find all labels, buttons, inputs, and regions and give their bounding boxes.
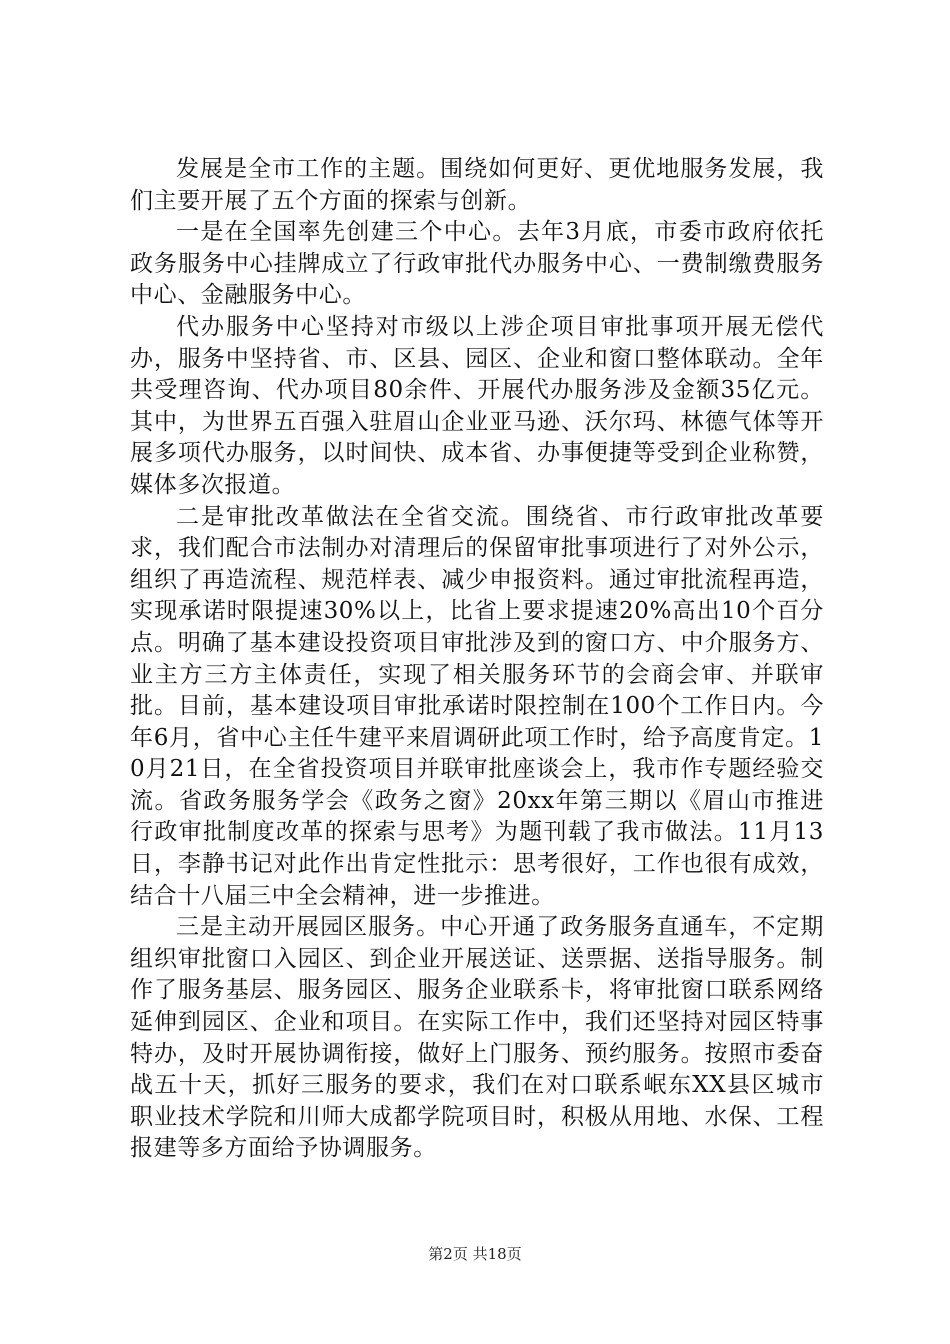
paragraph-three-centers: 一是在全国率先创建三个中心。去年3月底，市委市政府依托政务服务中心挂牌成立了行政审批代办服务中心、一费制缴费服务中心、金融服务中心。 (130, 219, 824, 309)
page-footer: 第2页 共18页 (428, 1245, 522, 1263)
document-body (130, 154, 824, 1165)
paragraph-intro: 发展是全市工作的主题。围绕如何更好、更优地服务发展，我们主要开展了五个方面的探索与创新。 (130, 156, 824, 214)
paragraph-agency-service: 代办服务中心坚持对市级以上涉企项目审批事项开展无偿代办，服务中坚持省、市、区县、园区、企业和窗口整体联动。全年共受理咨询、代办项目80余件、开展代办服务涉及金额35亿元。其中，为世界五百强入驻眉山企业亚马逊、沃尔玛、林德气体等开展多项代办服务，以时间快、成本省、办事便捷等受到企业称赞，媒体多次报道。 (130, 313, 824, 498)
paragraph-park-service: 三是主动开展园区服务。中心开通了政务服务直通车，不定期组织审批窗口入园区、到企业开展送证、送票据、送指导服务。制作了服务基层、服务园区、服务企业联系卡，将审批窗口联系网络延伸到园区、企业和项目。在实际工作中，我们还坚持对园区特事特办，及时开展协调衔接，做好上门服务、预约服务。按照市委奋战五十天，抓好三服务的要求，我们在对口联系岷东XX县区城市职业技术学院和川师大成都学院项目时，积极从用地、水保、工程报建等多方面给予协调服务。 (130, 914, 824, 1162)
paragraph-approval-reform: 二是审批改革做法在全省交流。围绕省、市行政审批改革要求，我们配合市法制办对清理后的保留审批事项进行了对外公示，组织了再造流程、规范样表、减少申报资料。通过审批流程再造，实现承诺时限提速30%以上，比省上要求提速20%高出10个百分点。明确了基本建设投资项目审批涉及到的窗口方、中介服务方、业主方三方主体责任，实现了相关服务环节的会商会审、并联审批。目前，基本建设项目审批承诺时限控制在100个工作日内。今年6月，省中心主任牛建平来眉调研此项工作时，给予高度肯定。10月21日，在全省投资项目并联审批座谈会上，我市作专题经验交流。省政务服务学会《政务之窗》20xx年第三期以《眉山市推进行政审批制度改革的探索与思考》为题刊载了我市做法。11月13日，李静书记对此作出肯定性批示：思考很好，工作也很有成效，结合十八届三中全会精神，进一步推进。 (130, 503, 824, 909)
